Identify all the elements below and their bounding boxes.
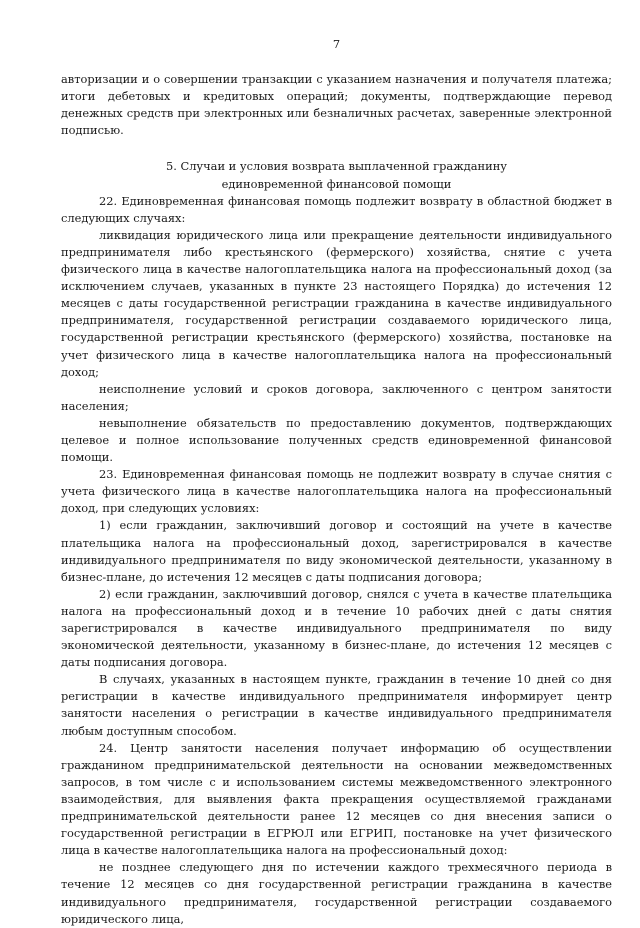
paragraph-23-notification: В случаях, указанных в настоящем пункте, гражданин в течение 10 дней со дня регистрации в качестве индивидуального предпринимателя информирует центр занятости населения о регистрации в качестве индивидуального предпринимателя любым доступным способом. bbox=[61, 672, 612, 738]
section-heading-line-1: 5. Случаи и условия возврата выплаченной гражданину bbox=[165, 159, 507, 174]
section-heading-line-2: единовременной финансовой помощи bbox=[221, 176, 452, 191]
paragraph-22-case-contract-breach: неисполнение условий и сроков договора, заключенного с центром занятости населения; bbox=[61, 381, 612, 413]
paragraph-23-condition-2: 2) если гражданин, заключивший договор, снялся с учета в качестве плательщика налога на профессиональный доход и в течение 10 рабочих дней с даты снятия зарегистрировался в качестве индивидуального предпринимателя по виду экономической деятельности, указанному в бизнес-плане, до истечения 12 месяцев с даты подписания договора. bbox=[61, 586, 612, 670]
paragraph-23-condition-1: 1) если гражданин, заключивший договор и состоящий на учете в качестве плательщика налога на профессиональный доход, зарегистрировался в качестве индивидуального предпринимателя по виду экономической деятельности, указанному в бизнес-плане, до истечения 12 месяцев с даты подписания договора; bbox=[61, 518, 612, 584]
paragraph-24-timing: не позднее следующего дня по истечении каждого трехмесячного периода в течение 12 месяцев со дня государственной регистрации гражданина в качестве индивидуального предпринимателя, государственной регистрации создаваемого юридического лица, bbox=[61, 860, 612, 926]
paragraph-22-case-liquidation: ликвидация юридического лица или прекращение деятельности индивидуального предпринимателя либо крестьянского (фермерского) хозяйства, снятие с учета физического лица в качестве налогоплательщика налога на профессиональный доход (за исключением случаев, указанных в пункте 23 настоящего Порядка) до истечения 12 месяцев с даты государственной регистрации гражданина в качестве индивидуального предпринимателя, государственной регистрации создаваемого юридического лица, государственной регистрации крестьянского (фермерского) хозяйства, постановке на учет физического лица в качестве налогоплательщика налога на профессиональный доход; bbox=[61, 227, 612, 379]
intro-continuation-paragraph: авторизации и о совершении транзакции с указанием назначения и получателя платежа; итоги дебетовых и кредитовых операций; документы, подтверждающие перевод денежных средств при электронных или безналичных расчетах, заверенные электронной подписью. bbox=[61, 72, 612, 138]
paragraph-24: 24. Центр занятости населения получает информацию об осуществлении гражданином предпринимательской деятельности на основании межведомственных запросов, в том числе с и использованием системы межведомственного электронного взаимодействия, для выявления факта прекращения осуществляемой гражданами предпринимательской деятельности ранее 12 месяцев со дня внесения записи о государственной регистрации в ЕГРЮЛ или ЕГРИП, постановке на учет физического лица в качестве налогоплательщика налога на профессиональный доход: bbox=[61, 740, 612, 858]
paragraph-22: 22. Единовременная финансовая помощь подлежит возврату в областной бюджет в следующих случаях: bbox=[61, 193, 612, 225]
page-number: 7 bbox=[332, 37, 341, 51]
section-heading bbox=[61, 158, 612, 192]
paragraph-23: 23. Единовременная финансовая помощь не подлежит возврату в случае снятия с учета физического лица в качестве налогоплательщика налога на профессиональный доход, при следующих условиях: bbox=[61, 467, 612, 516]
paragraph-22-case-documents: невыполнение обязательств по предоставлению документов, подтверждающих целевое и полное использование полученных средств единовременной финансовой помощи. bbox=[61, 415, 612, 465]
